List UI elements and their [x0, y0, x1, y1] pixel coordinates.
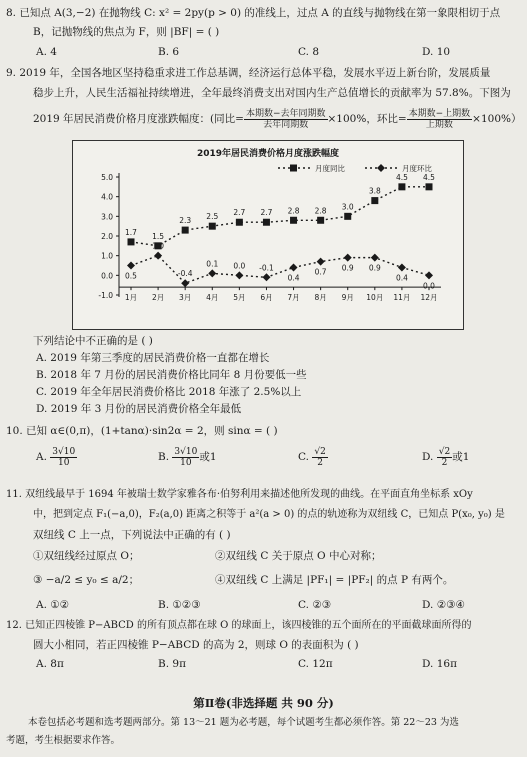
x-tick-label: 10月: [366, 293, 384, 303]
legend-label-yoy: 月度同比: [315, 164, 345, 173]
point-yoy: [317, 217, 324, 224]
point-mom: [371, 254, 379, 262]
data-label-mom: 0.5: [125, 271, 137, 281]
q10-option-b-tail: 或1: [199, 451, 217, 463]
q10-option-c-label: C.: [298, 451, 309, 463]
y-tick-label: 4.0: [101, 192, 113, 202]
data-label-mom: 1.0: [152, 241, 165, 251]
point-mom: [127, 262, 135, 270]
data-label-mom: 0.4: [395, 273, 408, 283]
q10-option-c-frac: [312, 447, 327, 468]
data-label-yoy: 2.5: [206, 212, 219, 222]
q10-option-a-label: A.: [36, 451, 47, 463]
q10-option-b-den: 10: [180, 457, 192, 468]
data-label-mom: -0.4: [177, 269, 193, 279]
data-label-yoy: 2.8: [314, 206, 327, 216]
q12-option-a: A. 8π: [36, 658, 64, 670]
data-label-yoy: 4.5: [395, 172, 408, 182]
y-tick-label: 0.0: [101, 271, 113, 281]
chart-title: 2019年居民消费价格月度涨跌幅度: [196, 149, 340, 159]
data-label-mom: 0.9: [341, 263, 354, 273]
part-2-note-1: 本卷包括必考题和选考题两部分。第 13～21 题为必考题，每个试题考生都必须作答。第 22～23 为选: [28, 717, 459, 728]
tongbi-formula: [244, 109, 328, 130]
data-label-mom: 0.9: [368, 263, 381, 273]
q8-option-a: A. 4: [36, 46, 57, 58]
cpi-chart: [73, 141, 463, 329]
legend-marker-yoy: [290, 165, 297, 172]
x-tick-label: 2月: [151, 293, 165, 303]
q9-line-2: 稳步上升，人民生活福祉持续增进，全年最终消费支出对国内生产总值增长的贡献率为 57.8%。下图为: [33, 87, 511, 99]
q10-option-d-frac: [437, 447, 452, 468]
point-yoy: [128, 238, 135, 245]
point-mom: [398, 263, 406, 271]
q9-line-3-mid: ×100%，环比=: [327, 113, 407, 125]
q10-option-a-den: 10: [58, 457, 70, 468]
q11-statement-4: ④双纽线 C 上满足 |PF₁| = |PF₂| 的点 P 有两个。: [215, 574, 454, 586]
q10-option-c-den: 2: [317, 457, 323, 468]
q9-line-3-prefix: 2019 年居民消费价格月度涨跌幅度：(同比=: [33, 113, 244, 125]
huanbi-numerator: 本期数−上期数: [408, 108, 471, 119]
point-mom: [262, 273, 270, 281]
q11-line-2: 中，把到定点 F₁(−a,0)，F₂(a,0) 距离之积等于 a²(a > 0) 的点的轨迹称为双纽线 C，已知点 P(x₀, y₀) 是: [33, 509, 505, 520]
data-label-mom: 0.0: [233, 261, 246, 271]
q9-option-c: C. 2019 年全年居民消费价格比 2018 年涨了 2.5%以上: [36, 386, 302, 398]
y-tick-label: 1.0: [101, 251, 113, 261]
point-yoy: [209, 223, 216, 230]
q10-option-d-tail: 或1: [452, 451, 470, 463]
point-mom: [317, 258, 325, 266]
data-label-mom: 0.1: [206, 259, 219, 269]
q10-option-d: [422, 446, 469, 468]
q9-option-d: D. 2019 年 3 月份的居民消费价格全年最低: [36, 403, 242, 415]
q10-option-b-label: B.: [158, 451, 170, 463]
x-tick-label: 8月: [314, 293, 327, 303]
data-label-yoy: 2.3: [179, 216, 192, 226]
q12-option-b: B. 9π: [158, 658, 186, 670]
x-tick-label: 9月: [341, 293, 354, 303]
point-mom: [208, 269, 216, 277]
q10-option-a-frac: [50, 447, 77, 468]
q11-statement-3: ③ −a/2 ≤ y₀ ≤ a/2；: [33, 574, 140, 586]
q8-option-d: D. 10: [422, 46, 451, 58]
x-tick-label: 11月: [393, 293, 411, 303]
tongbi-denominator: 去年同期数: [263, 119, 309, 130]
y-tick-label: 3.0: [101, 212, 113, 222]
data-label-yoy: 3.0: [341, 202, 354, 212]
q10-option-b: [158, 446, 217, 468]
y-tick-label: 2.0: [101, 232, 113, 241]
data-label-yoy: 2.7: [233, 208, 246, 218]
tongbi-numerator: 本期数−去年同期数: [245, 108, 326, 119]
data-label-yoy: 1.7: [125, 227, 137, 237]
part-2-title: 第Ⅱ卷(非选择题 共 90 分): [193, 696, 334, 710]
cpi-chart-frame: [72, 140, 464, 330]
point-yoy: [426, 183, 433, 190]
q10-option-d-label: D.: [422, 451, 434, 463]
data-label-mom: 0.4: [287, 273, 300, 283]
point-mom: [290, 263, 298, 271]
q8-line-2: B，记抛物线的焦点为 F，则 |BF| = ( ): [33, 26, 220, 38]
part-2-note-2: 考题，考生根据要求作答。: [6, 735, 121, 746]
huanbi-denominator: 上期数: [425, 119, 453, 130]
q10-option-b-frac: [172, 447, 199, 468]
point-yoy: [290, 217, 297, 224]
x-tick-label: 4月: [206, 293, 219, 303]
q10-option-c: [298, 446, 328, 468]
q10-stem: 10. 已知 α∈(0,π)，(1+tanα)·sin2α = 2，则 sinα = ( ): [6, 425, 278, 437]
x-tick-label: 5月: [233, 293, 246, 303]
data-label-yoy: 2.8: [287, 206, 300, 216]
x-tick-label: 7月: [287, 293, 300, 303]
q10-option-d-num: √2: [438, 446, 451, 457]
q12-line-1: 12. 已知正四棱锥 P−ABCD 的所有顶点都在球 O 的球面上，该四棱锥的五个面所在的平面截球面所得的: [6, 620, 472, 631]
q8-option-c: C. 8: [298, 46, 320, 58]
q11-option-a: A. ①②: [36, 599, 70, 611]
data-label-yoy: 4.5: [423, 172, 435, 182]
series-line-mom: [131, 256, 429, 284]
series-line-yoy: [131, 187, 429, 246]
q11-option-c: C. ②③: [298, 599, 332, 611]
q9-line-3-suffix: ×100%）: [472, 113, 522, 125]
data-label-yoy: 2.7: [260, 208, 273, 218]
data-label-mom: 0.7: [314, 267, 327, 277]
x-tick-label: 3月: [179, 293, 192, 303]
q8-line-1: 8. 已知点 A(3,−2) 在抛物线 C: x² = 2py(p > 0) 的准线上，过点 A 的直线与抛物线在第一象限相切于点: [6, 7, 501, 19]
legend-label-mom: 月度环比: [402, 164, 432, 173]
point-yoy: [263, 219, 270, 226]
point-yoy: [182, 227, 189, 234]
y-tick-label: 5.0: [101, 173, 113, 182]
q12-option-c: C. 12π: [298, 658, 333, 670]
q11-option-d: D. ②③④: [422, 599, 465, 611]
q9-line-1: 9. 2019 年，全国各地区坚持稳重求进工作总基调，经济运行总体平稳，发展水平迈上新台阶，发展质量: [6, 67, 491, 79]
q8-option-b: B. 6: [158, 46, 180, 58]
point-yoy: [236, 219, 243, 226]
point-mom: [154, 252, 162, 260]
q9-line-3: [33, 108, 522, 130]
q10-option-d-den: 2: [441, 457, 448, 468]
point-yoy: [398, 183, 405, 190]
q11-statement-2: ②双纽线 C 关于原点 O 中心对称；: [215, 550, 382, 562]
q10-option-a-num: 3√10: [52, 446, 76, 457]
q9-prompt: 下列结论中不正确的是 ( ): [33, 335, 153, 347]
data-label-mom: 0.0: [423, 281, 435, 291]
x-tick-label: 12月: [420, 293, 438, 303]
q9-option-a: A. 2019 年第三季度的居民消费价格一直都在增长: [36, 352, 270, 364]
q11-statement-1: ①双纽线经过原点 O；: [33, 550, 140, 562]
point-mom: [344, 254, 352, 262]
x-tick-label: 1月: [124, 293, 138, 303]
point-yoy: [344, 213, 351, 220]
point-mom: [181, 279, 189, 287]
point-mom: [235, 271, 243, 279]
q10-option-a: [36, 446, 77, 468]
huanbi-formula: [407, 109, 473, 130]
y-tick-label: -1.0: [98, 291, 113, 300]
q11-option-b: B. ①②③: [158, 599, 201, 611]
q12-option-d: D. 16π: [422, 658, 457, 670]
q9-option-b: B. 2018 年 7 月份的居民消费价格比同年 8 月份要低一些: [36, 369, 307, 381]
q10-option-b-num: 3√10: [174, 446, 198, 457]
point-yoy: [371, 197, 378, 204]
data-label-mom: -0.1: [259, 263, 274, 273]
q10-option-c-num: √2: [314, 446, 326, 457]
x-tick-label: 6月: [260, 293, 273, 303]
q11-line-1: 11. 双纽线最早于 1694 年被瑞士数学家雅各布·伯努利用来描述他所发现的曲线。在平面直角坐标系 xOy: [6, 489, 473, 500]
legend-marker-mom: [377, 164, 385, 172]
q12-line-2: 圆大小相同，若正四棱锥 P−ABCD 的高为 2，则球 O 的表面积为 ( ): [33, 639, 359, 651]
q11-line-3: 双纽线 C 上一点，下列说法中正确的有 ( ): [33, 529, 231, 541]
data-label-yoy: 3.8: [368, 186, 381, 196]
data-label-yoy: 1.5: [152, 231, 165, 241]
point-mom: [425, 271, 433, 279]
